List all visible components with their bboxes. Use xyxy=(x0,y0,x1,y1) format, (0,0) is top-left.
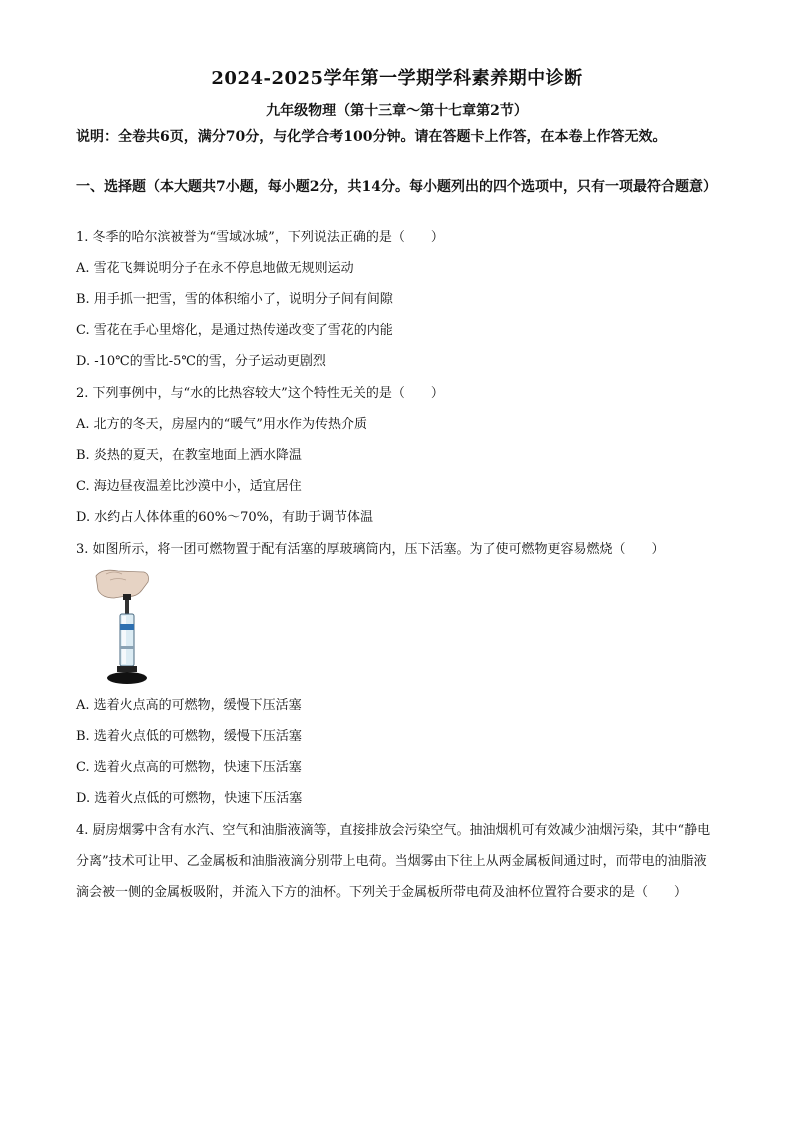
instructions: 说明：全卷共6页，满分70分，与化学合考100分钟。请在答题卡上作答，在本卷上作答无效。 xyxy=(76,129,667,145)
question-stem: 1. 冬季的哈尔滨被誉为“雪域冰城”，下列说法正确的是（ ） xyxy=(76,230,444,245)
glass-cylinder-piston-icon xyxy=(92,568,162,688)
option: B. 用手抓一把雪，雪的体积缩小了，说明分子间有间隙 xyxy=(76,292,393,307)
option: A. 选着火点高的可燃物，缓慢下压活塞 xyxy=(76,698,302,713)
question-stem: 2. 下列事例中，与“水的比热容较大”这个特性无关的是（ ） xyxy=(76,386,444,401)
option: C. 海边昼夜温差比沙漠中小，适宜居住 xyxy=(76,479,302,494)
option: D. 水约占人体体重的60%～70%，有助于调节体温 xyxy=(76,510,374,525)
option: B. 选着火点低的可燃物，缓慢下压活塞 xyxy=(76,729,302,744)
exam-title: 2024-2025学年第一学期学科素养期中诊断 xyxy=(211,68,583,89)
section-heading: 一、选择题（本大题共7小题，每小题2分，共14分。每小题列出的四个选项中，只有一项最符合题意） xyxy=(76,179,717,195)
question-stem: 3. 如图所示，将一团可燃物置于配有活塞的厚玻璃筒内，压下活塞。为了使可燃物更容易燃烧（ ） xyxy=(76,542,665,557)
question-stem: 4. 厨房烟雾中含有水汽、空气和油脂液滴等，直接排放会污染空气。抽油烟机可有效减少油烟污染，其中“静电分离”技术可让甲、乙金属板和油脂液滴分别带上电荷。当烟雾由下往上从两金属板间通过时，而带电的油脂液滴会被一侧的金属板吸附，并流入下方的油杯。下列关于金属板所带电荷及油杯位置符合要求的是（ ） xyxy=(76,823,711,900)
option: B. 炎热的夏天，在教室地面上洒水降温 xyxy=(76,448,302,463)
option: D. 选着火点低的可燃物，快速下压活塞 xyxy=(76,791,303,806)
option: C. 选着火点高的可燃物，快速下压活塞 xyxy=(76,760,302,775)
option: A. 北方的冬天，房屋内的“暖气”用水作为传热介质 xyxy=(76,417,367,432)
option: A. 雪花飞舞说明分子在永不停息地做无规则运动 xyxy=(76,261,354,276)
exam-subtitle: 九年级物理（第十三章～第十七章第2节） xyxy=(266,103,528,119)
option: D. -10℃的雪比-5℃的雪，分子运动更剧烈 xyxy=(76,354,326,369)
option: C. 雪花在手心里熔化，是通过热传递改变了雪花的内能 xyxy=(76,323,393,338)
